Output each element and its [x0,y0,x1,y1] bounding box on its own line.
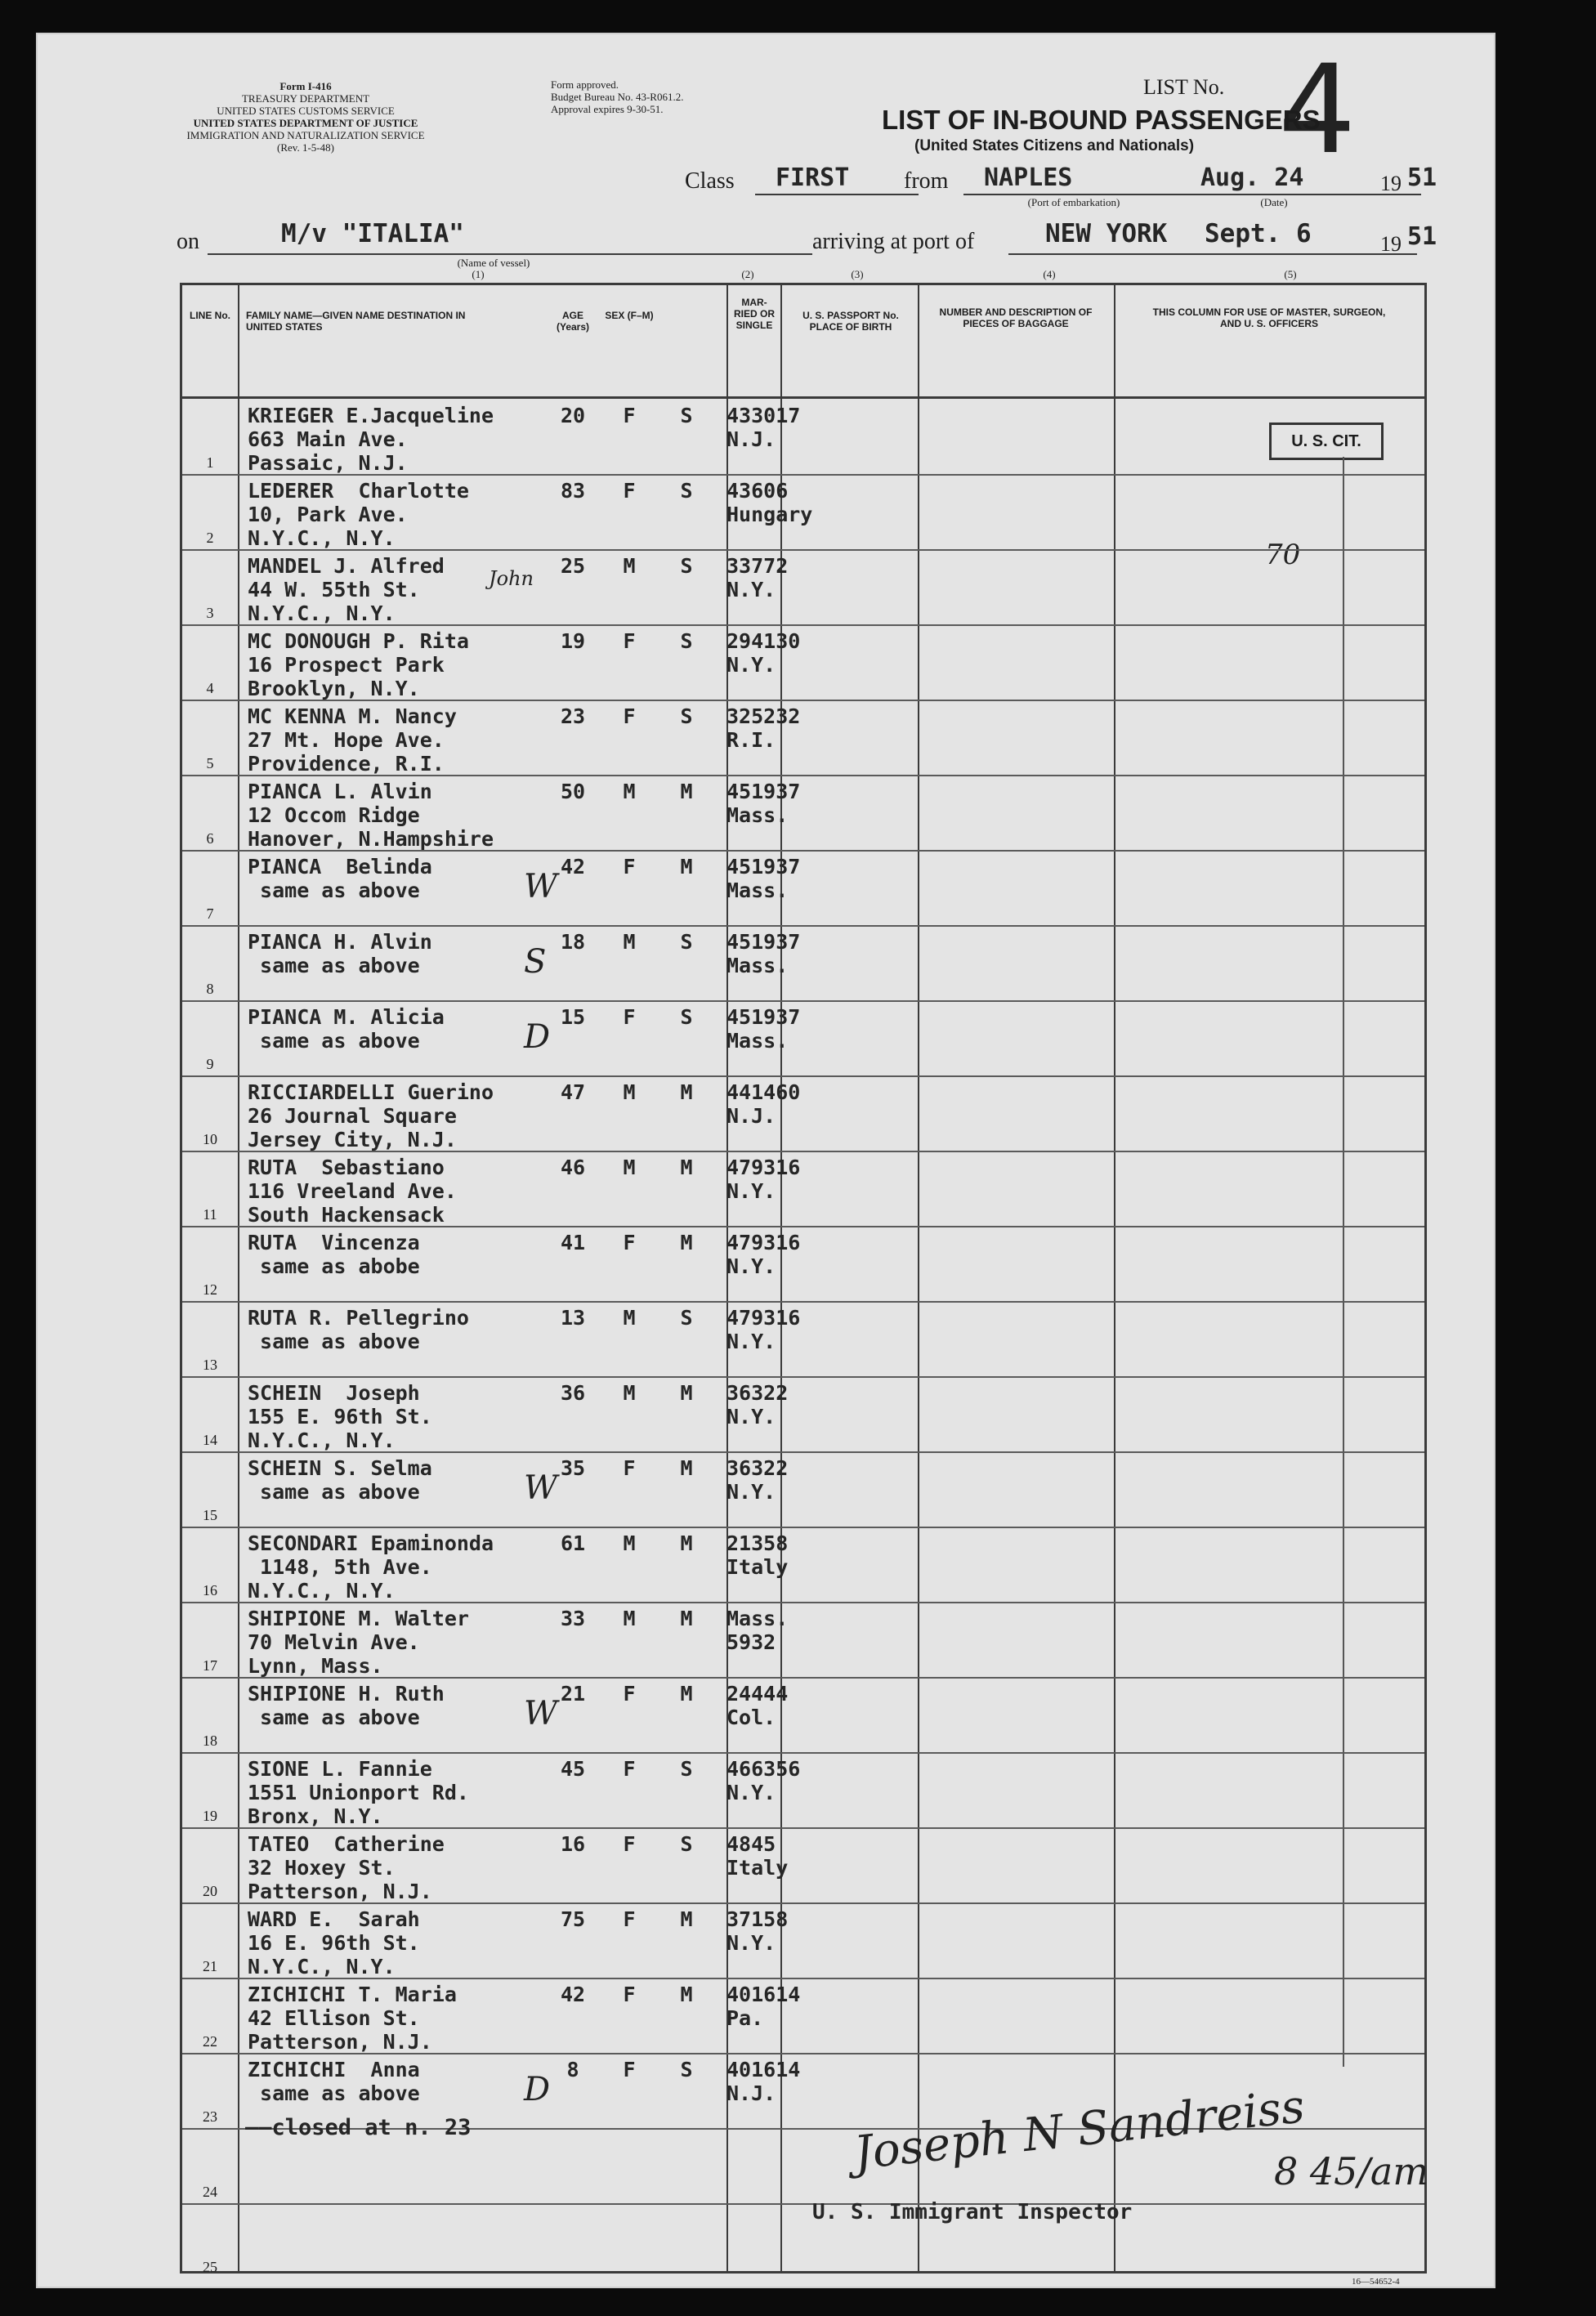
column-header-baggage: NUMBER AND DESCRIPTION OF PIECES OF BAGGAGE [939,306,1093,329]
line-number: 14 [203,1432,217,1448]
year-prefix: 19 [1380,172,1402,195]
passenger-name-destination: SCHEIN S. Selma same as above [248,1456,432,1504]
passenger-marital-status: S [680,1306,693,1330]
inspector-signature: Joseph N Sandreiss [852,2080,1308,2180]
date-caption: (Date) [1260,196,1288,208]
passenger-age: 8 [566,2058,579,2081]
table-row [182,850,1424,927]
line-number: 25 [203,2259,217,2275]
passport-and-birthplace: 4845 Italy [726,1832,789,1880]
passport-and-birthplace: 451937 Mass. [726,855,801,902]
passenger-sex: M [623,1381,636,1405]
table-row [182,1902,1424,1979]
passport-and-birthplace: 479316 N.Y. [726,1156,801,1203]
column-number: (4) [1043,268,1056,280]
passenger-sex: M [623,1080,636,1104]
passenger-marital-status: S [680,930,693,954]
passport-and-birthplace: 37158 N.Y. [726,1907,789,1955]
handwritten-annotation: W [524,1469,558,1507]
passenger-age: 23 [560,704,586,728]
passenger-age: 50 [560,780,586,803]
line-number: 16 [203,1582,217,1598]
handwritten-annotation: John [489,567,534,590]
handwritten-annotation: S [524,943,547,981]
form-header-departments [175,80,436,154]
officer-note: 70 [1265,539,1301,571]
table-row [182,549,1424,626]
passenger-age: 25 [560,554,586,578]
line-number: 21 [203,1958,217,1974]
port-caption: (Port of embarkation) [1027,196,1120,208]
table-row [182,1602,1424,1679]
passenger-age: 15 [560,1005,586,1029]
passenger-sex: F [623,1757,636,1781]
table-row [182,1151,1424,1227]
passenger-name-destination: SECONDARI Epaminonda 1148, 5th Ave. N.Y.C., N.Y. [248,1531,494,1603]
passenger-sex: F [623,629,636,653]
passenger-sex: M [623,1607,636,1630]
line-number: 19 [203,1808,217,1824]
passenger-marital-status: S [680,1832,693,1856]
passenger-marital-status: S [680,554,693,578]
line-number: 11 [203,1206,217,1223]
passenger-sex: F [623,1231,636,1254]
passenger-age: 19 [560,629,586,653]
passenger-name-destination: RUTA Vincenza same as abobe [248,1231,420,1278]
passport-and-birthplace: 24444 Col. [726,1682,789,1729]
form-subtitle: (United States Citizens and Nationals) [914,137,1195,154]
passenger-age: 13 [560,1306,586,1330]
passenger-name-destination: KRIEGER E.Jacqueline 663 Main Ave. Passaic, N.J. [248,404,494,475]
passenger-name-destination: MANDEL J. Alfred 44 W. 55th St. N.Y.C., N.Y. [248,554,445,625]
arrival-year-prefix: 19 [1380,232,1402,256]
class-value: FIRST [776,163,850,192]
passenger-table [180,283,1427,2274]
column-header-line: LINE No. [190,310,230,321]
passenger-name-destination: WARD E. Sarah 16 E. 96th St. N.Y.C., N.Y. [248,1907,420,1978]
line-number: 6 [206,830,214,847]
line-number: 20 [203,1883,217,1899]
form-number: Form I-416 [279,80,332,92]
passport-and-birthplace: 451937 Mass. [726,780,801,827]
approval-line-3: Approval expires 9-30-51. [551,103,664,115]
passport-and-birthplace: 401614 N.J. [726,2058,801,2105]
passport-and-birthplace: 21358 Italy [726,1531,789,1579]
passenger-name-destination: ZICHICHI Anna same as above [248,2058,420,2105]
passenger-sex: M [623,1306,636,1330]
table-row [182,1451,1424,1528]
passenger-sex: F [623,855,636,879]
passenger-marital-status: M [680,1231,693,1254]
passport-and-birthplace: 441460 N.J. [726,1080,801,1128]
department-justice: UNITED STATES DEPARTMENT OF JUSTICE [193,117,418,129]
closing-note: ——closed at n. 23 [245,2115,472,2140]
passenger-marital-status: S [680,2058,693,2081]
passenger-sex: F [623,1682,636,1706]
column-header-age: AGE (Years) [556,310,590,333]
passenger-marital-status: S [680,704,693,728]
line-number: 15 [203,1507,217,1523]
approval-line-1: Form approved. [551,78,619,91]
year-value: 51 [1407,163,1437,192]
passenger-sex: F [623,1907,636,1931]
passenger-sex: F [623,479,636,503]
passenger-name-destination: MC DONOUGH P. Rita 16 Prospect Park Brooklyn, N.Y. [248,629,469,700]
line-number: 23 [203,2108,217,2125]
passenger-name-destination: PIANCA Belinda same as above [248,855,432,902]
line-number: 13 [203,1357,217,1373]
table-row [182,1827,1424,1904]
passenger-sex: F [623,1832,636,1856]
passport-and-birthplace: 451937 Mass. [726,1005,801,1053]
from-label: from [904,168,949,194]
passport-and-birthplace: 466356 N.Y. [726,1757,801,1804]
passenger-marital-status: M [680,1682,693,1706]
print-code: 16—54652-4 [1352,2277,1400,2287]
passenger-sex: F [623,1456,636,1480]
arrival-port: NEW YORK [1045,219,1168,248]
passenger-sex: F [623,1005,636,1029]
passenger-age: 83 [560,479,586,503]
passport-and-birthplace: 451937 Mass. [726,930,801,977]
form-approval [551,78,763,115]
line-number: 22 [203,2033,217,2050]
passenger-marital-status: M [680,1983,693,2006]
passenger-sex: M [623,554,636,578]
passenger-sex: M [623,1156,636,1179]
manifest-sheet [36,33,1495,2288]
passenger-name-destination: SCHEIN Joseph 155 E. 96th St. N.Y.C., N.Y. [248,1381,432,1452]
passport-and-birthplace: 294130 N.Y. [726,629,801,677]
list-number-label: LIST No. [1143,75,1225,99]
arriving-label: arriving at port of [812,229,975,254]
column-header-passport: U. S. PASSPORT No. PLACE OF BIRTH [802,310,899,333]
passenger-age: 20 [560,404,586,427]
line-number: 9 [206,1056,214,1072]
passenger-marital-status: S [680,404,693,427]
passenger-sex: F [623,2058,636,2081]
passenger-name-destination: SIONE L. Fannie 1551 Unionport Rd. Bronx, N.Y. [248,1757,469,1828]
line-number: 18 [203,1733,217,1749]
department-customs: UNITED STATES CUSTOMS SERVICE [217,105,395,117]
passenger-age: 46 [560,1156,586,1179]
passenger-name-destination: PIANCA L. Alvin 12 Occom Ridge Hanover, N.Hampshire [248,780,494,851]
passport-and-birthplace: 33772 N.Y. [726,554,789,601]
table-row [182,1226,1424,1303]
passenger-sex: M [623,1531,636,1555]
form-revision: (Rev. 1-5-48) [277,141,334,154]
table-row [182,624,1424,701]
passenger-name-destination: RICCIARDELLI Guerino 26 Journal Square Jersey City, N.J. [248,1080,494,1151]
table-row [182,1301,1424,1378]
passenger-marital-status: S [680,479,693,503]
line-number: 2 [206,530,214,546]
column-number: (2) [741,268,754,280]
passenger-sex: F [623,704,636,728]
vessel-name: M/v "ITALIA" [281,219,464,248]
table-row [182,1677,1424,1754]
handwritten-annotation: W [524,868,558,905]
passenger-marital-status: M [680,855,693,879]
passport-and-birthplace: 325232 R.I. [726,704,801,752]
table-row [182,1527,1424,1603]
passenger-age: 21 [560,1682,586,1706]
passenger-name-destination: LEDERER Charlotte 10, Park Ave. N.Y.C., N.Y. [248,479,469,550]
margin-note: 8 45/am [1274,2149,1428,2193]
passenger-age: 75 [560,1907,586,1931]
line-number: 8 [206,981,214,997]
passenger-name-destination: PIANCA H. Alvin same as above [248,930,432,977]
line-number: 4 [206,680,214,696]
passport-and-birthplace: Mass. 5932 [726,1607,789,1654]
column-number: (1) [472,268,485,280]
passenger-age: 47 [560,1080,586,1104]
class-label: Class [685,168,735,194]
handwritten-annotation: D [524,1018,551,1056]
line-number: 5 [206,755,214,771]
passenger-name-destination: ZICHICHI T. Maria 42 Ellison St. Patterson, N.J. [248,1983,457,2054]
passenger-age: 42 [560,1983,586,2006]
line-number: 1 [206,454,214,471]
passenger-name-destination: RUTA R. Pellegrino same as above [248,1306,469,1353]
passenger-age: 33 [560,1607,586,1630]
passenger-name-destination: SHIPIONE H. Ruth same as above [248,1682,445,1729]
table-row [182,1075,1424,1152]
passport-and-birthplace: 43606 Hungary [726,479,813,526]
signature-caption: U. S. Immigrant Inspector [812,2200,1133,2224]
department-immigration: IMMIGRATION AND NATURALIZATION SERVICE [186,129,425,141]
passport-and-birthplace: 479316 N.Y. [726,1306,801,1353]
line-number: 3 [206,605,214,621]
table-row [182,925,1424,1002]
passenger-age: 45 [560,1757,586,1781]
column-header-officers: THIS COLUMN FOR USE OF MASTER, SURGEON, AND U. S. OFFICERS [1152,306,1386,329]
column-header-married: MAR- RIED OR SINGLE [733,297,775,331]
passenger-age: 35 [560,1456,586,1480]
embarkation-date: Aug. 24 [1200,163,1304,192]
table-row [182,399,1424,476]
passenger-marital-status: M [680,1156,693,1179]
passenger-marital-status: M [680,1080,693,1104]
table-row [182,1752,1424,1829]
passenger-name-destination: PIANCA M. Alicia same as above [248,1005,445,1053]
passport-and-birthplace: 401614 Pa. [726,1983,801,2030]
table-row-empty [182,2203,1424,2278]
handwritten-annotation: D [524,2071,551,2108]
table-row [182,1000,1424,1077]
passenger-marital-status: M [680,1381,693,1405]
passenger-name-destination: MC KENNA M. Nancy 27 Mt. Hope Ave. Providence, R.I. [248,704,457,776]
passenger-name-destination: RUTA Sebastiano 116 Vreeland Ave. South Hackensack [248,1156,457,1227]
table-row [182,700,1424,776]
passenger-age: 42 [560,855,586,879]
department-treasury: TREASURY DEPARTMENT [241,92,370,105]
passenger-sex: F [623,1983,636,2006]
passenger-marital-status: M [680,1607,693,1630]
list-number: 4 [1278,39,1357,181]
passenger-marital-status: M [680,780,693,803]
passenger-name-destination: TATEO Catherine 32 Hoxey St. Patterson, N.J. [248,1832,445,1903]
passenger-sex: M [623,780,636,803]
passenger-marital-status: S [680,629,693,653]
passenger-name-destination: SHIPIONE M. Walter 70 Melvin Ave. Lynn, Mass. [248,1607,469,1678]
passenger-marital-status: M [680,1531,693,1555]
table-row [182,1978,1424,2054]
passport-and-birthplace: 433017 N.J. [726,404,801,451]
line-number: 17 [203,1657,217,1674]
line-number: 7 [206,905,214,922]
arrival-date: Sept. 6 [1205,219,1312,248]
column-header-sex: SEX (F–M) [605,310,654,321]
passenger-age: 18 [560,930,586,954]
line-number: 10 [203,1131,217,1147]
form-title: LIST OF IN-BOUND PASSENGERS [882,105,1321,135]
passenger-age: 41 [560,1231,586,1254]
passenger-sex: M [623,930,636,954]
table-row [182,474,1424,551]
passport-and-birthplace: 36322 N.Y. [726,1381,789,1428]
passenger-marital-status: S [680,1757,693,1781]
arrival-year: 51 [1407,222,1437,251]
table-row [182,1376,1424,1453]
passenger-marital-status: M [680,1907,693,1931]
passenger-marital-status: S [680,1005,693,1029]
passenger-sex: F [623,404,636,427]
line-number: 24 [203,2184,217,2200]
passenger-age: 16 [560,1832,586,1856]
column-number: (3) [851,268,864,280]
column-header-name: FAMILY NAME—GIVEN NAME DESTINATION IN UNITED STATES [246,310,466,333]
passport-and-birthplace: 479316 N.Y. [726,1231,801,1278]
passenger-marital-status: M [680,1456,693,1480]
us-citizen-stamp: U. S. CIT. [1269,423,1384,460]
column-number: (5) [1284,268,1297,280]
table-row [182,775,1424,852]
line-number: 12 [203,1281,217,1298]
on-label: on [177,229,199,254]
passport-and-birthplace: 36322 N.Y. [726,1456,789,1504]
approval-line-2: Budget Bureau No. 43-R061.2. [551,91,684,103]
vessel-caption: (Name of vessel) [457,257,530,269]
handwritten-annotation: W [524,1695,558,1733]
port-of-embarkation: NAPLES [984,163,1073,192]
passenger-age: 36 [560,1381,586,1405]
passenger-age: 61 [560,1531,586,1555]
